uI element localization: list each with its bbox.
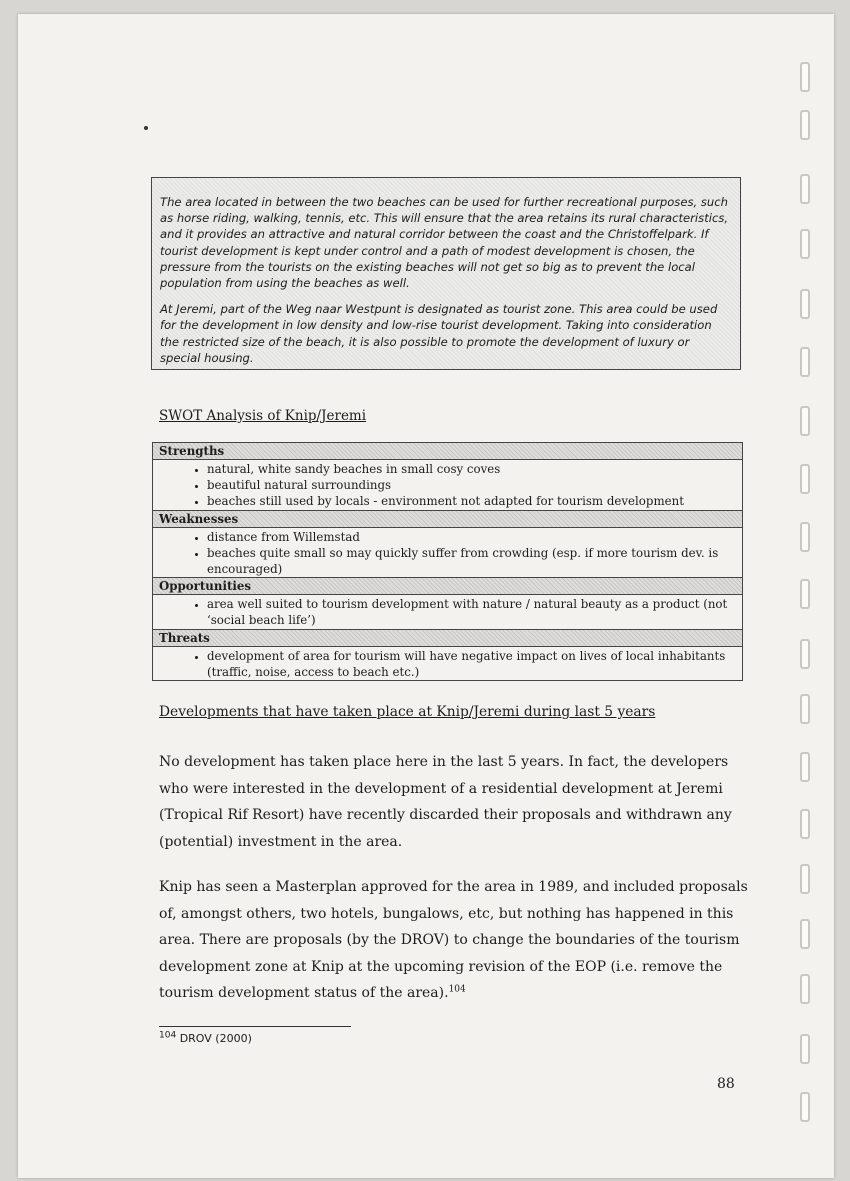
swot-heading: Opportunities <box>153 578 742 595</box>
binding-ring <box>800 110 810 140</box>
binding-ring <box>800 1034 810 1064</box>
swot-section-body <box>153 595 742 629</box>
binding-ring <box>800 464 810 494</box>
swot-title: SWOT Analysis of Knip/Jeremi <box>159 408 367 424</box>
binding-ring <box>800 62 810 92</box>
binding-ring <box>800 974 810 1004</box>
swot-section-body <box>153 460 742 511</box>
box-paragraph: The area located in between the two beaches can be used for further recreational purposes, such as horse riding, walking, tennis, etc. This will ensure that the area retains its rural characteristics, and it provides an attractive and natural corridor between the coast and the Christoffelpark. If tourist development is kept under control and a path of modest development is chosen, the pressure from the tourists on the existing beaches will not get so big as to prevent the local population from using the beaches as well. <box>160 195 729 291</box>
highlight-box <box>151 177 741 370</box>
footnote: $^{104}$ DROV (2000) <box>159 1030 252 1045</box>
swot-item: • area well suited to tourism development with nature / natural beauty as a product (not ‘social beach life’) <box>207 596 742 628</box>
body-paragraph: Knip has seen a Masterplan approved for the area in 1989, and included proposals of, amongst others, two hotels, bungalows, etc, but nothing has happened in this area. There are proposals (by the DROV) to change the boundaries of the tourism development zone at Knip at the upcoming revision of the EOP (i.e. remove the tourism development status of the area).$^{104}$ <box>159 879 748 1001</box>
binding-ring <box>800 289 810 319</box>
binding-ring <box>800 752 810 782</box>
swot-item: • beaches quite small so may quickly suffer from crowding (esp. if more tourism dev. is encouraged) <box>207 545 742 577</box>
swot-section-body <box>153 647 742 680</box>
footnote-ref[interactable]: 104 <box>448 984 466 995</box>
box-paragraph: At Jeremi, part of the Weg naar Westpunt is designated as tourist zone. This area could be used for the development in low density and low-rise tourist development. Taking into consideration the restricted size of the beach, it is also possible to promote the development of luxury or special housing. <box>160 302 718 365</box>
swot-heading: Threats <box>153 630 742 647</box>
binding-ring <box>800 919 810 949</box>
spiral-binding <box>774 14 834 1178</box>
binding-ring <box>800 864 810 894</box>
binding-ring <box>800 406 810 436</box>
binding-ring <box>800 694 810 724</box>
binding-ring <box>800 639 810 669</box>
swot-item: • natural, white sandy beaches in small cosy coves <box>207 461 742 477</box>
swot-heading: Strengths <box>153 443 742 460</box>
binding-ring <box>800 229 810 259</box>
binding-ring <box>800 1092 810 1122</box>
swot-heading: Weaknesses <box>153 511 742 528</box>
body-paragraph: No development has taken place here in the last 5 years. In fact, the developers who were interested in the development of a residential development at Jeremi (Tropical Rif Resort) have recently discarded their proposals and withdrawn any (potential) investment in the area. <box>159 754 732 850</box>
scan-speck <box>144 126 148 130</box>
binding-ring <box>800 522 810 552</box>
binding-ring <box>800 174 810 204</box>
swot-item: • distance from Willemstad <box>207 529 742 545</box>
swot-item: • beaches still used by locals - environment not adapted for tourism development <box>207 493 742 509</box>
swot-item: • development of area for tourism will have negative impact on lives of local inhabitants (traffic, noise, access to beach etc.) <box>207 648 742 680</box>
footnote-rule <box>159 1026 351 1027</box>
binding-ring <box>800 579 810 609</box>
swot-item: • beautiful natural surroundings <box>207 477 742 493</box>
swot-section-body <box>153 528 742 579</box>
developments-title: Developments that have taken place at Knip/Jeremi during last 5 years <box>159 704 656 720</box>
page-number: 88 <box>717 1076 735 1092</box>
binding-ring <box>800 809 810 839</box>
document-page <box>18 14 834 1178</box>
swot-table <box>152 442 743 681</box>
binding-ring <box>800 347 810 377</box>
